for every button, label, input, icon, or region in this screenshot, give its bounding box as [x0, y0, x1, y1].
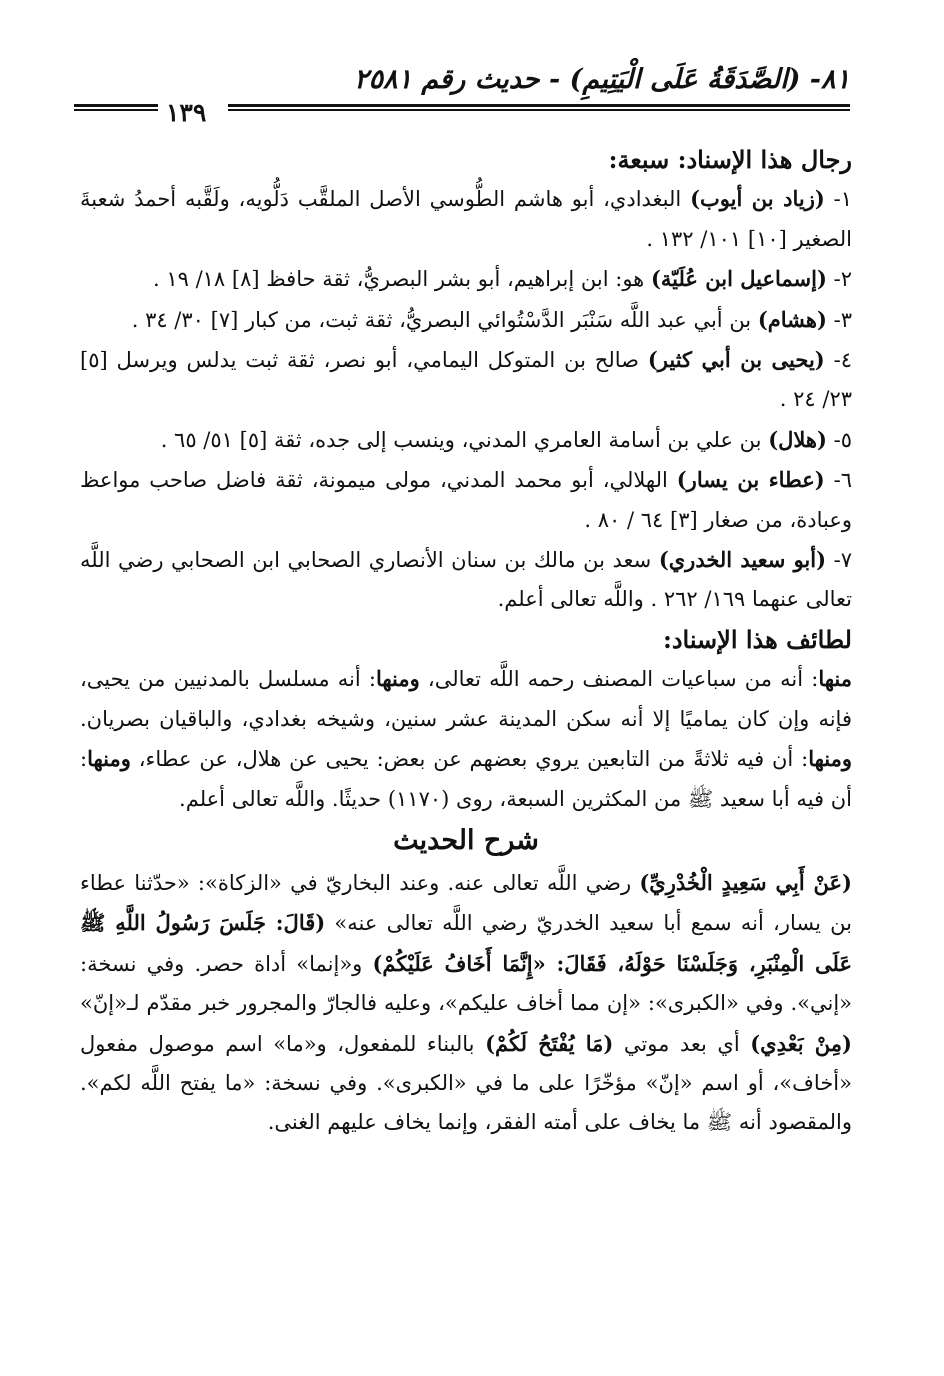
commentary-text: رضي اللَّه تعالى عنه. وعند البخاريّ في «الزكاة»: «حدّثنا عطاء بن يسار، أنه سمع أبا سعيد الخدريّ رضي اللَّه تعالى عنه»: [80, 870, 852, 936]
narrator-name: (هشام): [757, 306, 827, 332]
narrator-text: سعد بن مالك بن سنان الأنصاري الصحابي ابن الصحابي رضي اللَّه تعالى عنهما ١٦٩/ ٢٦٢ . واللَّه تعالى أعلم.: [80, 548, 852, 612]
narrator-number: ٣-: [833, 307, 852, 332]
lataif-text: : أنه من سباعيات المصنف رحمه اللَّه تعالى،: [419, 667, 819, 692]
narrator-number: ٥-: [833, 427, 852, 452]
lataif-marker: ومنها: [375, 666, 420, 692]
isnad-heading: رجال هذا الإسناد: سبعة:: [608, 145, 852, 174]
running-title: ٨١- (الصَّدَقَةُ عَلَى الْيَتِيمِ) - حديث رقم ٢٥٨١: [354, 64, 850, 95]
page-content: [80, 140, 852, 1143]
sharh-heading: شرح الحديث: [393, 824, 539, 856]
lataif-text: : أن فيه ثلاثةً من التابعين يروي بعضهم عن بعض: يحيى عن هلال، عن عطاء،: [130, 747, 809, 772]
narrator-number: ٤-: [833, 348, 852, 373]
narrator-name: (هلال): [768, 426, 827, 452]
narrator-text: بن أبي عبد اللَّه سَنْبَر الدَّسْتُوائي البصريُّ، ثقة ثبت، من كبار [٧] ٣٠/ ٣٤ .: [131, 307, 758, 332]
narrator-number: ٧-: [833, 548, 852, 573]
page-number: ١٣٩: [166, 98, 207, 127]
narrator-text: صالح بن المتوكل اليمامي، أبو نصر، ثقة ثبت يدلس ويرسل [٥] ٢٣/ ٢٤ .: [80, 348, 852, 412]
narrator-entry: [80, 300, 852, 340]
header-rule: [228, 104, 850, 111]
lataif-marker: منها: [818, 666, 852, 692]
narrator-number: ٦-: [833, 468, 852, 493]
commentary-text: و«إنما» أداة حصر. وفي نسخة: «إني». وفي «الكبرى»: «إن مما أخاف عليكم»، وعليه فالجارّ والمجرور خبر مقدّم لـ«إنّ»: [80, 951, 852, 1016]
hadith-quote: (قَالَ: جَلَسَ رَسُولُ اللَّهِ ﷺ عَلَى الْمِنْبَرِ، وَجَلَسْنَا حَوْلَهُ، فَقَالَ: «إِنَّمَا أَخَافُ عَلَيْكُمْ): [80, 910, 853, 976]
lataif-marker: ومنها: [87, 746, 131, 772]
page-number-rule: [74, 104, 158, 111]
hadith-quote: (مِنْ بَعْدِي): [750, 1030, 852, 1056]
narrator-text: بن علي بن أسامة العامري المدني، وينسب إلى جده، ثقة [٥] ٥١/ ٦٥ .: [160, 427, 769, 452]
narrator-entry: [80, 540, 852, 620]
page-header: [74, 58, 850, 127]
narrator-entry: [80, 460, 852, 540]
narrator-entry: [80, 179, 852, 259]
narrator-entry: [80, 259, 852, 299]
narrator-text: الهلالي، أبو محمد المدني، مولى ميمونة، ثقة فاضل صاحب مواعظ وعبادة، من صغار [٣] ٦٤ / ٨٠ .: [80, 468, 852, 532]
narrator-name: (إسماعيل ابن عُلَيّة): [650, 266, 827, 292]
narrator-name: (أبو سعيد الخدري): [658, 547, 827, 573]
commentary-text: أي بعد موتي: [613, 1031, 751, 1056]
lataif-paragraph: [80, 659, 852, 819]
narrator-name: (عطاء بن يسار): [676, 467, 825, 493]
lataif-marker: ومنها: [808, 746, 852, 772]
hadith-quote: (مَا يُفْتَحُ لَكُمْ): [485, 1030, 614, 1056]
sharh-paragraph: [80, 863, 852, 1143]
narrator-number: ١-: [833, 187, 853, 212]
hadith-quote: (عَنْ أَبِي سَعِيدٍ الْخُدْرِيِّ): [639, 869, 852, 895]
narrator-entry: [80, 340, 852, 420]
lataif-text: : أنه مسلسل بالمدنيين من يحيى، فإنه وإن كان يماميًا إلا أنه سكن المدينة عشر سنين، وشيخه بغدادي، والباقيان بصريان.: [80, 667, 852, 731]
narrator-name: (زياد بن أيوب): [690, 186, 825, 212]
commentary-text: بالبناء للمفعول، و«ما» اسم موصول مفعول «أخاف»، أو اسم «إنّ» مؤخّرًا على ما في «الكبرى». وفي نسخة: «ما يفتح اللَّه لكم». والمقصود أنه ﷺ ما يخاف على أمته الفقر، وإنما يخاف عليهم الغنى.: [80, 1031, 852, 1135]
lataif-text: : أن فيه أبا سعيد ﷺ من المكثرين السبعة، روى (١١٧٠) حديثًا. واللَّه تعالى أعلم.: [80, 747, 852, 811]
lataif-heading: لطائف هذا الإسناد:: [662, 624, 852, 654]
narrator-text: البغدادي، أبو هاشم الطُّوسي الأصل الملقَّب دَلُّويه، ولَقَّبه أحمدُ شعبةَ الصغير [١٠] ١٠١/ ١٣٢ .: [80, 187, 852, 251]
narrator-number: ٢-: [833, 267, 852, 292]
narrator-entry: [80, 420, 852, 460]
narrator-name: (يحيى بن أبي كثير): [647, 347, 825, 373]
narrator-text: هو: ابن إبراهيم، أبو بشر البصريُّ، ثقة حافظ [٨] ١٨/ ١٩ .: [152, 267, 651, 292]
